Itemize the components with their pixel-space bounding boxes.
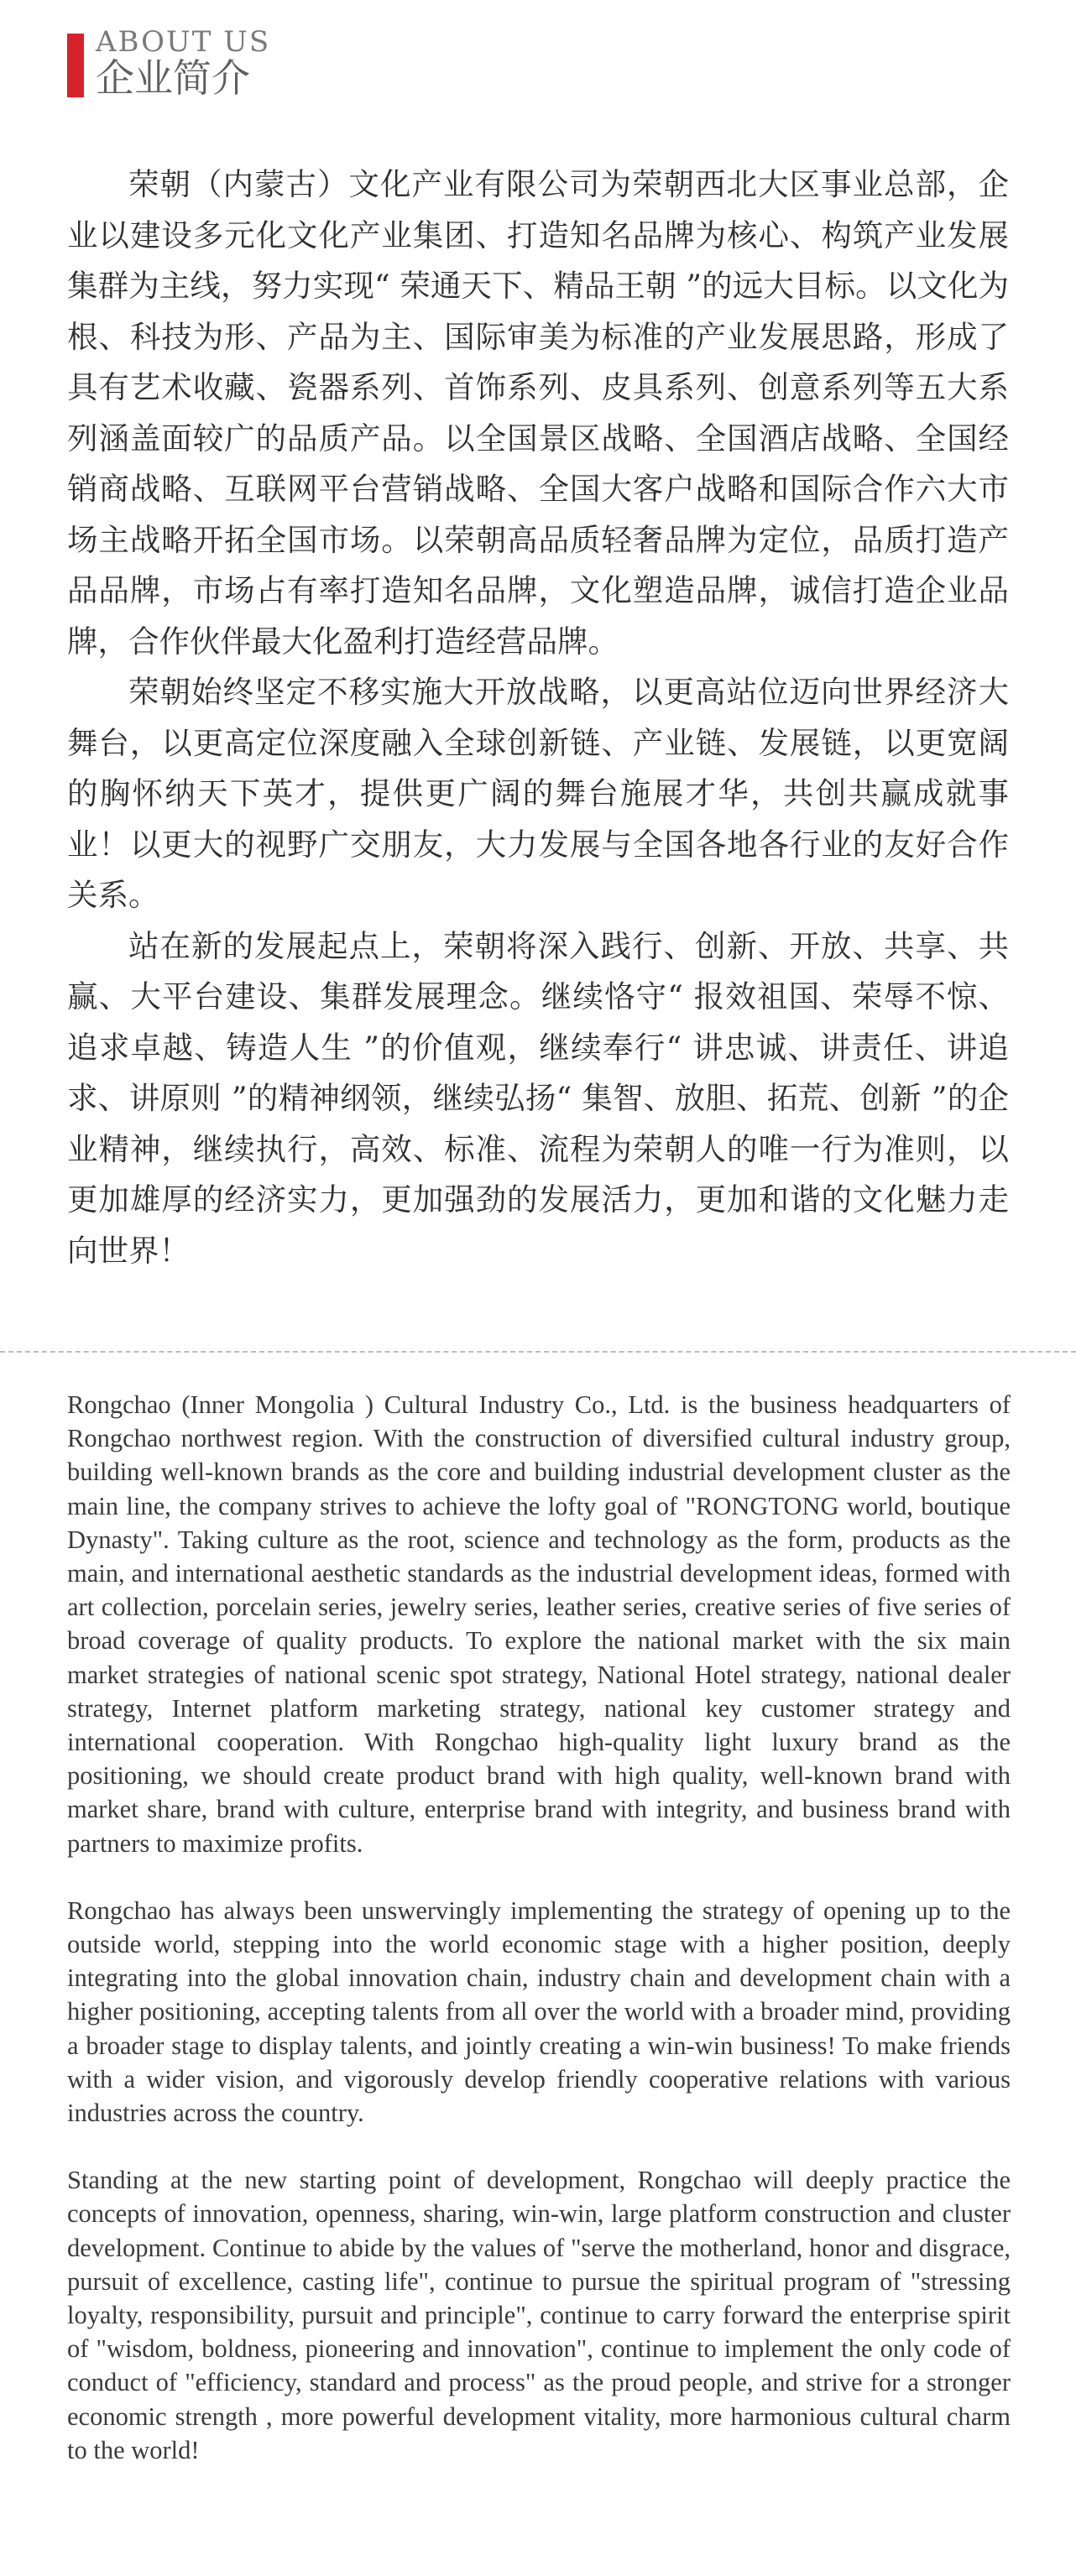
section-title-en: ABOUT US	[96, 25, 271, 59]
en-paragraph-3: Standing at the new starting point of development, Rongchao will deeply practice the concepts of innovation, openness, sharing, win-win, large platform construction and cluster development. Continue to abide by the values of "serve the motherland, honor and disgrace, pursuit of excellence, casting life", continue to pursue the spiritual program of "stressing loyalty, responsibility, pursuit and principle", continue to carry forward the enterprise spirit of "wisdom, boldness, pioneering and innovation", continue to implement the only code of conduct of "efficiency, standard and process" as the proud people, and strive for a stronger economic strength , more powerful development vitality, more harmonious cultural charm to the world!	[67, 2166, 1011, 2464]
zh-paragraph-3: 站在新的发展起点上，荣朝将深入践行、创新、开放、共享、共赢、大平台建设、集群发展理念。继续恪守“ 报效祖国、荣辱不惊、追求卓越、铸造人生 ”的价值观，继续奉行“ 讲忠诚、讲责任、讲追求、讲原则 ”的精神纲领，继续弘扬“ 集智、放胆、拓荒、创新 ”的企业精神，继续执行，高效、标准、流程为荣朝人的唯一行为准则，以更加雄厚的经济实力，更加强劲的发展活力，更加和谐的文化魅力走向世界！	[67, 927, 1009, 1269]
accent-bar	[67, 34, 84, 97]
chinese-intro	[67, 159, 1009, 1276]
english-intro	[67, 1388, 1011, 2500]
zh-paragraph-2: 荣朝始终坚定不移实施大开放战略，以更高站位迈向世界经济大舞台，以更高定位深度融入全球创新链、产业链、发展链，以更宽阔的胸怀纳天下英才，提供更广阔的舞台施展才华，共创共赢成就事业！以更大的视野广交朋友，大力发展与全国各地各行业的友好合作关系。	[67, 674, 1009, 913]
en-paragraph-2: Rongchao has always been unswervingly implementing the strategy of opening up to the outside world, stepping into the world economic stage with a higher position, deeply integrating into the global innovation chain, industry chain and development chain with a higher positioning, accepting talents from all over the world with a broader mind, providing a broader stage to display talents, and jointly creating a win-win business! To make friends with a wider vision, and vigorously develop friendly cooperative relations with various industries across the country.	[67, 1895, 1011, 2128]
section-title-zh: 企业简介	[96, 55, 250, 101]
en-paragraph-1: Rongchao (Inner Mongolia ) Cultural Industry Co., Ltd. is the business headquarters of Rongchao northwest region. With the construction of diversified cultural industry group, building well-known brands as the core and building industrial development cluster as the main line, the company strives to achieve the lofty goal of "RONGTONG world, boutique Dynasty". Taking culture as the root, science and technology as the form, products as the main, and international aesthetic standards as the industrial development ideas, formed with art collection, porcelain series, jewelry series, leather series, creative series of five series of broad coverage of quality products. To explore the national market with the six main market strategies of national scenic spot strategy, National Hotel strategy, national dealer strategy, Internet platform marketing strategy, national key customer strategy and international cooperation. With Rongchao high-quality light luxury brand as the positioning, we should create product brand with high quality, well-known brand with market share, brand with culture, enterprise brand with integrity, and business brand with partners to maximize profits.	[67, 1390, 1011, 1858]
zh-paragraph-1: 荣朝（内蒙古）文化产业有限公司为荣朝西北大区事业总部，企业以建设多元化文化产业集团、打造知名品牌为核心、构筑产业发展集群为主线，努力实现“ 荣通天下、精品王朝 ”的远大目标。以文化为根、科技为形、产品为主、国际审美为标准的产业发展思路，形成了具有艺术收藏、瓷器系列、首饰系列、皮具系列、创意系列等五大系列涵盖面较广的品质产品。以全国景区战略、全国酒店战略、全国经销商战略、互联网平台营销战略、全国大客户战略和国际合作六大市场主战略开拓全国市场。以荣朝高品质轻奢品牌为定位，品质打造产品品牌，市场占有率打造知名品牌，文化塑造品牌，诚信打造企业品牌，合作伙伴最大化盈利打造经营品牌。	[67, 166, 1009, 660]
dashed-divider	[0, 1351, 1076, 1353]
